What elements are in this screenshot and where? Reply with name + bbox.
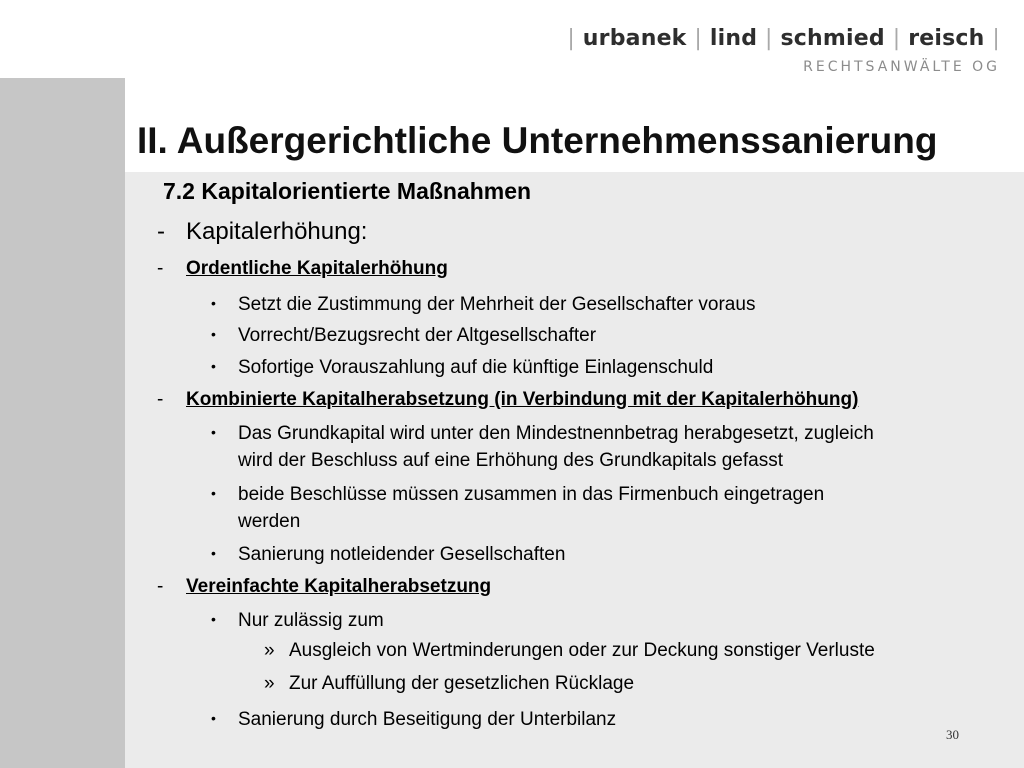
bullet-marker: • [211,326,216,342]
dash-marker: - [157,389,164,410]
item-heading: Vereinfachte Kapitalherabsetzung [186,576,492,597]
chevron-marker: » [264,640,275,661]
dash-marker: - [157,218,165,245]
bullet-marker: • [211,295,216,311]
logo-subtitle: RECHTSANWÄLTE OG [803,59,1000,75]
item-text: Sanierung durch Beseitigung der Unterbilanz [238,709,617,730]
item-text: Sanierung notleidender Gesellschaften [238,544,566,565]
item-text-line1: beide Beschlüsse müssen zusammen in das Firmenbuch eingetragen [238,484,825,505]
bullet-marker: • [211,545,216,561]
dash-marker: - [157,258,164,279]
item-text: Setzt die Zustimmung der Mehrheit der Gesellschafter voraus [238,294,756,315]
bullet-marker: • [211,424,216,440]
item-text-line2: wird der Beschluss auf eine Erhöhung des Grundkapitals gefasst [238,450,783,471]
section-subheading: 7.2 Kapitalorientierte Maßnahmen [163,178,532,204]
item-text-line2: werden [238,511,301,532]
bullet-marker: • [211,485,216,501]
logo-separator: | [992,26,1000,51]
item-text: Vorrecht/Bezugsrecht der Altgesellschafter [238,325,597,346]
logo-part-reisch: reisch [908,26,985,51]
slide-title: II. Außergerichtliche Unternehmenssanierung [137,120,938,161]
logo-separator: | [765,26,773,51]
left-decorative-bar [0,78,125,768]
firm-logo [567,26,1000,75]
item-text: Nur zulässig zum [238,610,384,631]
dash-marker: - [157,576,164,597]
logo-part-schmied: schmied [780,26,885,51]
logo-separator: | [694,26,703,51]
item-text: Kapitalerhöhung: [186,218,368,245]
logo-wordmark [567,26,1000,51]
item-heading: Kombinierte Kapitalherabsetzung (in Verbindung mit der Kapitalerhöhung) [186,389,859,410]
page-number: 30 [946,727,959,742]
logo-part-lind: lind [709,26,758,51]
item-text-line1: Das Grundkapital wird unter den Mindestnennbetrag herabgesetzt, zugleich [238,423,874,444]
logo-separator: | [892,26,901,51]
item-heading: Ordentliche Kapitalerhöhung [186,258,448,279]
bullet-marker: • [211,710,216,726]
logo-separator: | [567,26,575,51]
logo-part-urbanek: urbanek [582,26,687,51]
bullet-marker: • [211,358,216,374]
item-text: Ausgleich von Wertminderungen oder zur Deckung sonstiger Verluste [289,640,875,661]
item-text: Zur Auffüllung der gesetzlichen Rücklage [289,673,635,694]
item-text: Sofortige Vorauszahlung auf die künftige Einlagenschuld [238,357,714,378]
bullet-marker: • [211,611,216,627]
chevron-marker: » [264,673,275,694]
